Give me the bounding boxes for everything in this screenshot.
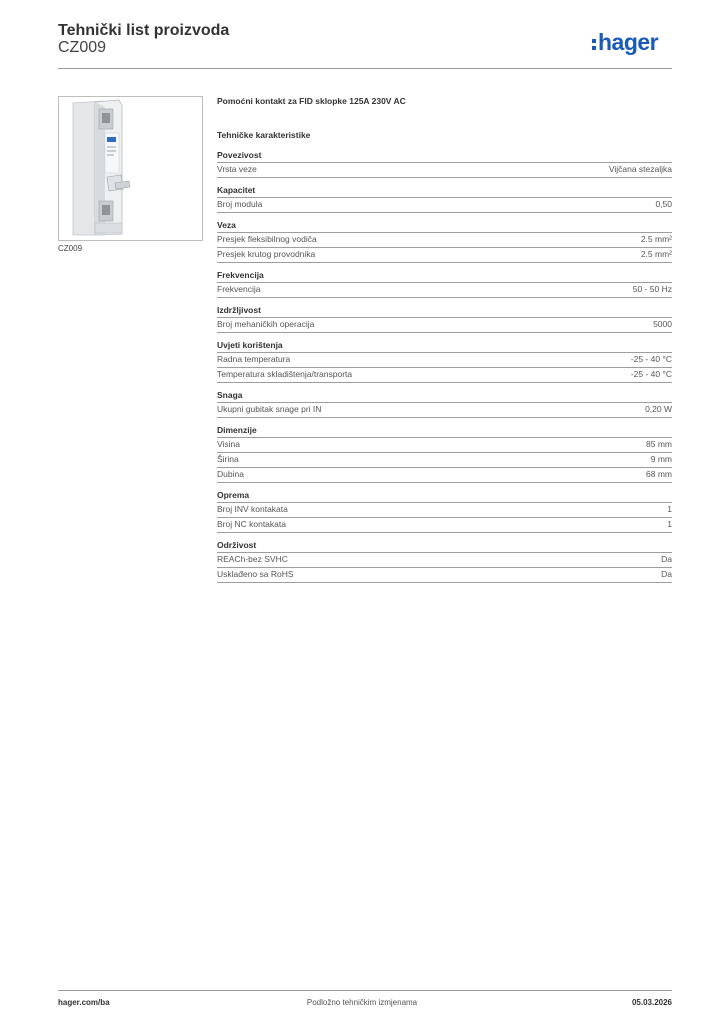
spec-value: 2.5 mm² xyxy=(640,234,672,244)
spec-value: Da xyxy=(661,554,672,564)
product-code: CZ009 xyxy=(58,39,107,56)
section-title: Kapacitet xyxy=(217,185,256,195)
spec-value: 85 mm xyxy=(646,439,672,449)
specifications xyxy=(217,96,672,583)
spec-section xyxy=(217,269,672,298)
section-title: Oprema xyxy=(217,490,250,500)
section-title: Izdržljivost xyxy=(217,305,261,315)
spec-sections xyxy=(217,149,672,583)
spec-row xyxy=(217,197,672,213)
spec-row xyxy=(217,552,672,567)
spec-label: Visina xyxy=(217,439,240,449)
spec-section xyxy=(217,149,672,178)
spec-row xyxy=(217,517,672,533)
spec-section xyxy=(217,219,672,263)
product-description: Pomoćni kontakt za FID sklopke 125A 230V AC xyxy=(217,96,406,106)
section-title: Frekvencija xyxy=(217,270,264,280)
spec-value: -25 - 40 °C xyxy=(630,354,672,364)
spec-section xyxy=(217,339,672,383)
footer-date: 05.03.2026 xyxy=(631,998,672,1007)
spec-section xyxy=(217,539,672,583)
spec-section xyxy=(217,389,672,418)
page-title: Tehnički list proizvoda xyxy=(58,22,230,39)
spec-row xyxy=(217,567,672,583)
section-rows xyxy=(217,317,672,333)
spec-value: 1 xyxy=(667,504,672,514)
section-title: Uvjeti korištenja xyxy=(217,340,283,350)
section-title: Veza xyxy=(217,220,236,230)
section-title: Povezivost xyxy=(217,150,262,160)
spec-label: REACh-bez SVHC xyxy=(217,554,288,564)
spec-value: Da xyxy=(661,569,672,579)
spec-value: 0,50 xyxy=(655,199,672,209)
spec-label: Presjek fleksibilnog vodiča xyxy=(217,234,317,244)
spec-label: Radna temperatura xyxy=(217,354,291,364)
spec-label: Frekvencija xyxy=(217,284,261,294)
spec-row xyxy=(217,232,672,247)
section-rows xyxy=(217,502,672,533)
spec-row xyxy=(217,367,672,383)
header-divider xyxy=(58,68,672,69)
spec-value: Vijčana stezaljka xyxy=(608,164,672,174)
spec-value: 9 mm xyxy=(650,454,672,464)
section-rows xyxy=(217,282,672,298)
spec-value: -25 - 40 °C xyxy=(630,369,672,379)
section-title: Održivost xyxy=(217,540,257,550)
product-image xyxy=(58,96,203,241)
spec-row xyxy=(217,162,672,178)
spec-row xyxy=(217,282,672,298)
spec-value: 5000 xyxy=(653,319,672,329)
hager-logo xyxy=(592,27,658,57)
spec-value: 2.5 mm² xyxy=(640,249,672,259)
spec-row xyxy=(217,437,672,452)
spec-label: Usklađeno sa RoHS xyxy=(217,569,294,579)
spec-value: 50 - 50 Hz xyxy=(632,284,672,294)
spec-label: Broj NC kontakata xyxy=(217,519,286,529)
spec-label: Širina xyxy=(217,454,239,464)
spec-label: Presjek krutog provodnika xyxy=(217,249,316,259)
spec-value: 68 mm xyxy=(646,469,672,479)
section-title: Dimenzije xyxy=(217,425,257,435)
spec-row xyxy=(217,317,672,333)
spec-label: Broj INV kontakata xyxy=(217,504,288,514)
section-title: Snaga xyxy=(217,390,243,400)
footer-note: Podložno tehničkim izmjenama xyxy=(306,998,418,1007)
spec-section xyxy=(217,304,672,333)
section-rows xyxy=(217,552,672,583)
tech-heading: Tehničke karakteristike xyxy=(217,130,311,140)
auxiliary-contact-illustration xyxy=(59,97,202,240)
spec-label: Broj mehaničkih operacija xyxy=(217,319,315,329)
spec-label: Dubina xyxy=(217,469,244,479)
spec-row xyxy=(217,452,672,467)
section-rows xyxy=(217,352,672,383)
spec-row xyxy=(217,502,672,517)
spec-label: Vrsta veze xyxy=(217,164,257,174)
spec-row xyxy=(217,247,672,263)
section-rows xyxy=(217,162,672,178)
image-caption: CZ009 xyxy=(58,244,83,253)
section-rows xyxy=(217,402,672,418)
logo-text: hager xyxy=(598,28,659,55)
footer-divider xyxy=(58,990,672,991)
section-rows xyxy=(217,197,672,213)
spec-section xyxy=(217,184,672,213)
footer-website: hager.com/ba xyxy=(58,998,110,1007)
section-rows xyxy=(217,232,672,263)
spec-value: 1 xyxy=(667,519,672,529)
spec-label: Broj modula xyxy=(217,199,263,209)
spec-value: 0,20 W xyxy=(645,404,672,414)
logo-dots-icon xyxy=(592,39,596,50)
section-rows xyxy=(217,437,672,483)
spec-row xyxy=(217,352,672,367)
spec-label: Ukupni gubitak snage pri IN xyxy=(217,404,322,414)
spec-label: Temperatura skladištenja/transporta xyxy=(217,369,353,379)
spec-section xyxy=(217,489,672,533)
spec-row xyxy=(217,467,672,483)
spec-section xyxy=(217,424,672,483)
spec-row xyxy=(217,402,672,418)
